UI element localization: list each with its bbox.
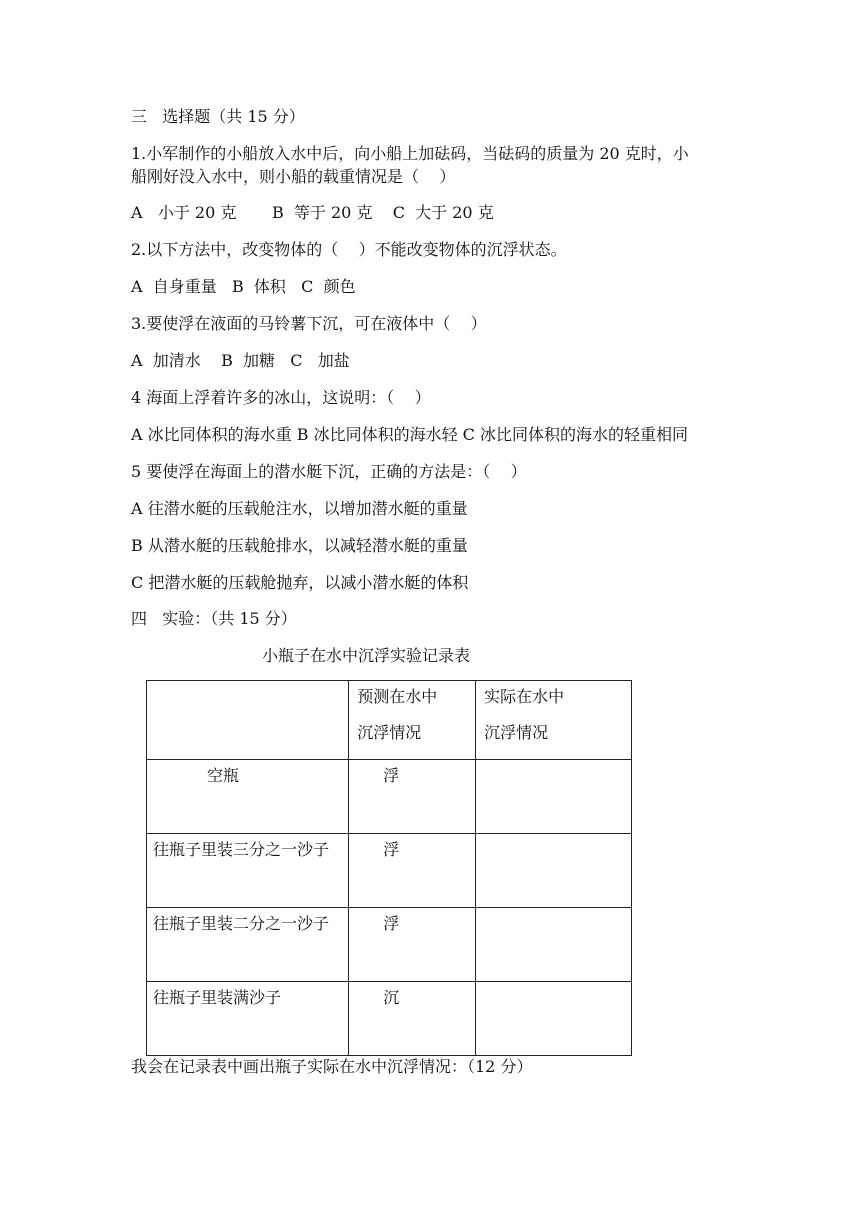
row-label: 往瓶子里装三分之一沙子 xyxy=(153,840,330,859)
header-actual-line2: 沉浮情况 xyxy=(484,723,549,742)
question4-options: A 冰比同体积的海水重 B 冰比同体积的海水轻 C 冰比同体积的海水的轻重相同 xyxy=(131,425,688,444)
header-empty-cell xyxy=(147,681,349,760)
question1-line1: 1.小军制作的小船放入水中后，向小船上加砝码，当砝码的质量为 20 克时，小 xyxy=(131,144,689,163)
table-row xyxy=(147,834,632,908)
row-label-cell xyxy=(147,908,349,982)
row-label: 往瓶子里装满沙子 xyxy=(153,988,282,1007)
header-actual-line1: 实际在水中 xyxy=(484,687,565,706)
row-label: 空瓶 xyxy=(207,766,240,785)
prediction-cell xyxy=(349,834,476,908)
table-row xyxy=(147,982,632,1056)
question5-option-c: C 把潜水艇的压载舱抛弃，以减小潜水艇的体积 xyxy=(131,573,469,592)
row-label-cell xyxy=(147,834,349,908)
actual-cell[interactable] xyxy=(476,908,632,982)
record-table xyxy=(146,680,632,1056)
prediction-cell xyxy=(349,908,476,982)
question3: 3.要使浮在液面的马铃薯下沉，可在液体中（ ） xyxy=(131,314,487,333)
prediction-cell xyxy=(349,760,476,834)
question2-options: A 自身重量 B 体积 C 颜色 xyxy=(131,277,356,296)
actual-cell[interactable] xyxy=(476,760,632,834)
table-header-row xyxy=(147,681,632,760)
section4-heading: 四 实验：（共 15 分） xyxy=(131,609,297,628)
row-label: 往瓶子里装二分之一沙子 xyxy=(153,914,330,933)
question1-options: A 小于 20 克 B 等于 20 克 C 大于 20 克 xyxy=(131,203,494,222)
question5-option-b: B 从潜水艇的压载舱排水，以减轻潜水艇的重量 xyxy=(131,536,468,555)
question5: 5 要使浮在海面上的潜水艇下沉，正确的方法是：（ ） xyxy=(131,462,527,481)
prediction-value: 浮 xyxy=(383,840,400,859)
question1-line2: 船刚好没入水中，则小船的载重情况是（ ） xyxy=(131,167,456,186)
row-label-cell xyxy=(147,982,349,1056)
prediction-value: 沉 xyxy=(383,988,400,1007)
header-actual-cell xyxy=(476,681,632,760)
table-row xyxy=(147,760,632,834)
header-predict-cell xyxy=(349,681,476,760)
prediction-value: 浮 xyxy=(383,914,400,933)
prediction-value: 浮 xyxy=(383,766,400,785)
header-predict-line2: 沉浮情况 xyxy=(357,723,422,742)
header-predict-line1: 预测在水中 xyxy=(357,687,438,706)
table-title: 小瓶子在水中沉浮实验记录表 xyxy=(262,646,471,665)
actual-cell[interactable] xyxy=(476,834,632,908)
question2: 2.以下方法中，改变物体的（ ）不能改变物体的沉浮状态。 xyxy=(131,240,567,259)
actual-cell[interactable] xyxy=(476,982,632,1056)
question5-option-a: A 往潜水艇的压载舱注水，以增加潜水艇的重量 xyxy=(131,499,468,518)
question3-options: A 加清水 B 加糖 C 加盐 xyxy=(131,351,350,370)
row-label-cell xyxy=(147,760,349,834)
table-row xyxy=(147,908,632,982)
question4: 4 海面上浮着许多的冰山，这说明：（ ） xyxy=(131,388,431,407)
section3-heading: 三 选择题（共 15 分） xyxy=(131,107,305,126)
prediction-cell xyxy=(349,982,476,1056)
experiment-instruction: 我会在记录表中画出瓶子实际在水中沉浮情况：（12 分） xyxy=(131,1057,533,1076)
